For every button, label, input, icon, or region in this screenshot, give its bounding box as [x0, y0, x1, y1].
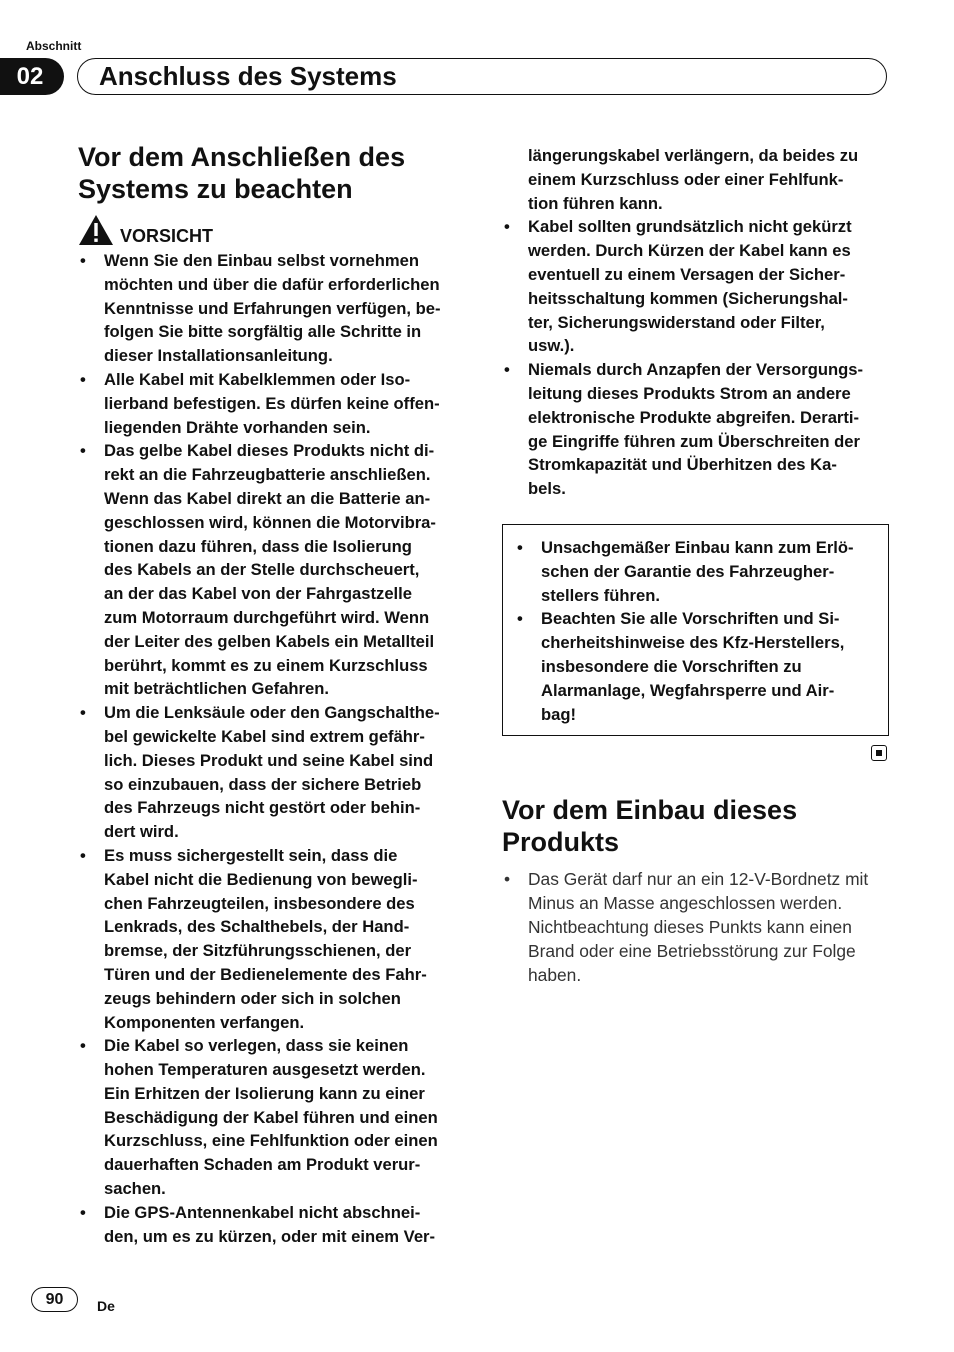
text-line: Ein Erhitzen der Isolierung kann zu einer — [104, 1083, 425, 1103]
caution-list — [78, 249, 473, 1248]
text-line: zum Motorraum durchgeführt wird. Wenn — [104, 607, 430, 627]
text-line: ter, Sicherungswiderstand oder Filter, — [528, 312, 825, 332]
continued-item-text — [502, 144, 894, 215]
list-item — [78, 844, 473, 1034]
text-line: usw.). — [528, 336, 575, 356]
left-column — [78, 141, 473, 1248]
text-line: leitung dieses Produkts Strom an andere — [528, 383, 851, 403]
text-line: bremse, der Sitzführungsschienen, der — [104, 941, 412, 961]
list-item — [78, 368, 473, 439]
list-item — [502, 358, 894, 501]
right-column-bottom — [502, 794, 894, 987]
text-line: Alarmanlage, Wegfahrsperre und Air- — [541, 680, 835, 700]
text-line: Türen und der Bedienelemente des Fahr- — [104, 964, 427, 984]
text-line: elektronische Produkte abgreifen. Derarti- — [528, 407, 860, 427]
page-number: 90 — [31, 1287, 78, 1312]
list-item — [502, 867, 894, 987]
text-line: bel gewickelte Kabel sind extrem gefähr- — [104, 726, 425, 746]
list-item — [78, 1201, 473, 1249]
text-line: heitsschaltung kommen (Sicherungshal- — [528, 288, 848, 308]
text-line: • Niemals durch Anzapfen der Versorgungs- — [528, 360, 864, 380]
text-line: hohen Temperaturen ausgesetzt werden. — [104, 1060, 426, 1080]
text-line: haben. — [528, 965, 582, 985]
caution-block — [78, 214, 473, 246]
text-line: tion führen kann. — [528, 193, 663, 213]
text-line: liegenden Drähte vorhanden sein. — [104, 417, 371, 437]
text-line: zeugs behindern oder sich in solchen — [104, 988, 401, 1008]
text-line: Komponenten verfangen. — [104, 1012, 305, 1032]
list-item — [515, 607, 876, 726]
text-line: • Alle Kabel mit Kabelklemmen oder Iso- — [104, 369, 411, 389]
text-line: einem Kurzschluss oder einer Fehlfunk- — [528, 169, 844, 189]
text-line: insbesondere die Vorschriften zu — [541, 656, 802, 676]
text-line: Minus an Masse angeschlossen werden. — [528, 893, 843, 913]
text-line: lierband befestigen. Es dürfen keine offen- — [104, 393, 440, 413]
end-of-section-icon — [871, 745, 887, 761]
list-item — [515, 536, 876, 607]
text-line: • Das Gerät darf nur an ein 12-V-Bordnetz mit — [528, 869, 869, 889]
list-item — [78, 439, 473, 701]
heading-before-installing: Vor dem Einbau dieses Produkts — [502, 795, 798, 857]
list-item — [78, 1034, 473, 1201]
text-line: den, um es zu kürzen, oder mit einem Ver- — [104, 1226, 436, 1246]
text-line: • Es muss sichergestellt sein, dass die — [104, 845, 398, 865]
text-line: cherheitshinweise des Kfz-Herstellers, — [541, 633, 845, 653]
text-line: bag! — [541, 704, 577, 724]
text-line: folgen Sie bitte sorgfältig alle Schritte in — [104, 322, 422, 342]
section-title: Anschluss des Systems — [99, 61, 397, 91]
text-line: • Unsachgemäßer Einbau kann zum Erlö- — [541, 538, 854, 557]
text-line: • Das gelbe Kabel dieses Produkts nicht di- — [104, 441, 435, 461]
text-line: Nichtbeachtung dieses Punkts kann einen — [528, 917, 852, 937]
installation-note-list — [502, 867, 894, 987]
note-box — [502, 524, 889, 736]
language-code: De — [97, 1298, 115, 1314]
text-line: ge Eingriffe führen zum Überschreiten der — [528, 431, 860, 451]
text-line: Beschädigung der Kabel führen und einen — [104, 1107, 438, 1127]
text-line: stellers führen. — [541, 585, 660, 605]
text-line: Stromkapazität und Überhitzen des Ka- — [528, 455, 837, 475]
text-line: möchten und über die dafür erforderlichen — [104, 274, 440, 294]
warning-triangle-icon — [78, 214, 114, 246]
text-line: sachen. — [104, 1179, 166, 1199]
text-line: längerungskabel verlängern, da beides zu — [528, 146, 859, 165]
text-line: Wenn das Kabel direkt an die Batterie an- — [104, 488, 431, 508]
section-label: Abschnitt — [26, 39, 82, 53]
list-item — [502, 215, 894, 358]
text-line: Brand oder eine Betriebsstörung zur Folge — [528, 941, 856, 961]
text-line: dert wird. — [104, 822, 179, 842]
text-line: Kabel nicht die Bedienung von bewegli- — [104, 869, 418, 889]
text-line: des Kabels an der Stelle durchscheuert, — [104, 560, 420, 580]
right-column-top — [502, 144, 894, 501]
caution-label: VORSICHT — [120, 226, 214, 246]
text-line: • Kabel sollten grundsätzlich nicht gekürzt — [528, 217, 852, 237]
text-line: an der das Kabel von der Fahrgastzelle — [104, 584, 413, 604]
text-line: dieser Installationsanleitung. — [104, 346, 333, 366]
text-line: werden. Durch Kürzen der Kabel kann es — [528, 241, 851, 261]
text-line: rekt an die Fahrzeugbatterie anschließen. — [104, 465, 431, 485]
text-line: • Um die Lenksäule oder den Gangschalthe- — [104, 703, 440, 723]
text-line: eventuell zu einem Versagen der Sicher- — [528, 264, 846, 284]
section-number: 02 — [0, 58, 64, 95]
caution-list-continued — [502, 215, 894, 501]
text-line: schen der Garantie des Fahrzeugher- — [541, 561, 835, 581]
text-line: • Die GPS-Antennenkabel nicht abschnei- — [104, 1202, 421, 1222]
text-line: des Fahrzeugs nicht gestört oder behin- — [104, 798, 421, 818]
list-item — [78, 701, 473, 844]
text-line: Kenntnisse und Erfahrungen verfügen, be- — [104, 298, 441, 318]
note-list — [515, 536, 876, 726]
list-item — [78, 249, 473, 368]
text-line: chen Fahrzeugteilen, insbesondere des — [104, 893, 415, 913]
text-line: dauerhaften Schaden am Produkt verur- — [104, 1155, 421, 1175]
text-line: lich. Dieses Produkt und seine Kabel sind — [104, 750, 434, 770]
text-line: geschlossen wird, können die Motorvibra- — [104, 512, 436, 532]
text-line: bels. — [528, 479, 566, 499]
text-line: so einzubauen, dass der sichere Betrieb — [104, 774, 422, 794]
text-line: Kurzschluss, eine Fehlfunktion oder einen — [104, 1131, 438, 1151]
text-line: tionen dazu führen, dass die Isolierung — [104, 536, 412, 556]
text-line: mit beträchtlichen Gefahren. — [104, 679, 329, 699]
text-line: • Wenn Sie den Einbau selbst vornehmen — [104, 251, 420, 270]
text-line: • Die Kabel so verlegen, dass sie keinen — [104, 1036, 409, 1056]
heading-before-connecting: Vor dem Anschließen des Systems zu beachten — [78, 142, 406, 204]
text-line: der Leiter des gelben Kabels ein Metallteil — [104, 631, 435, 651]
text-line: • Beachten Sie alle Vorschriften und Si- — [541, 609, 840, 629]
text-line: Lenkrads, des Schalthebels, der Hand- — [104, 917, 410, 937]
text-line: berührt, kommt es zu einem Kurzschluss — [104, 655, 428, 675]
